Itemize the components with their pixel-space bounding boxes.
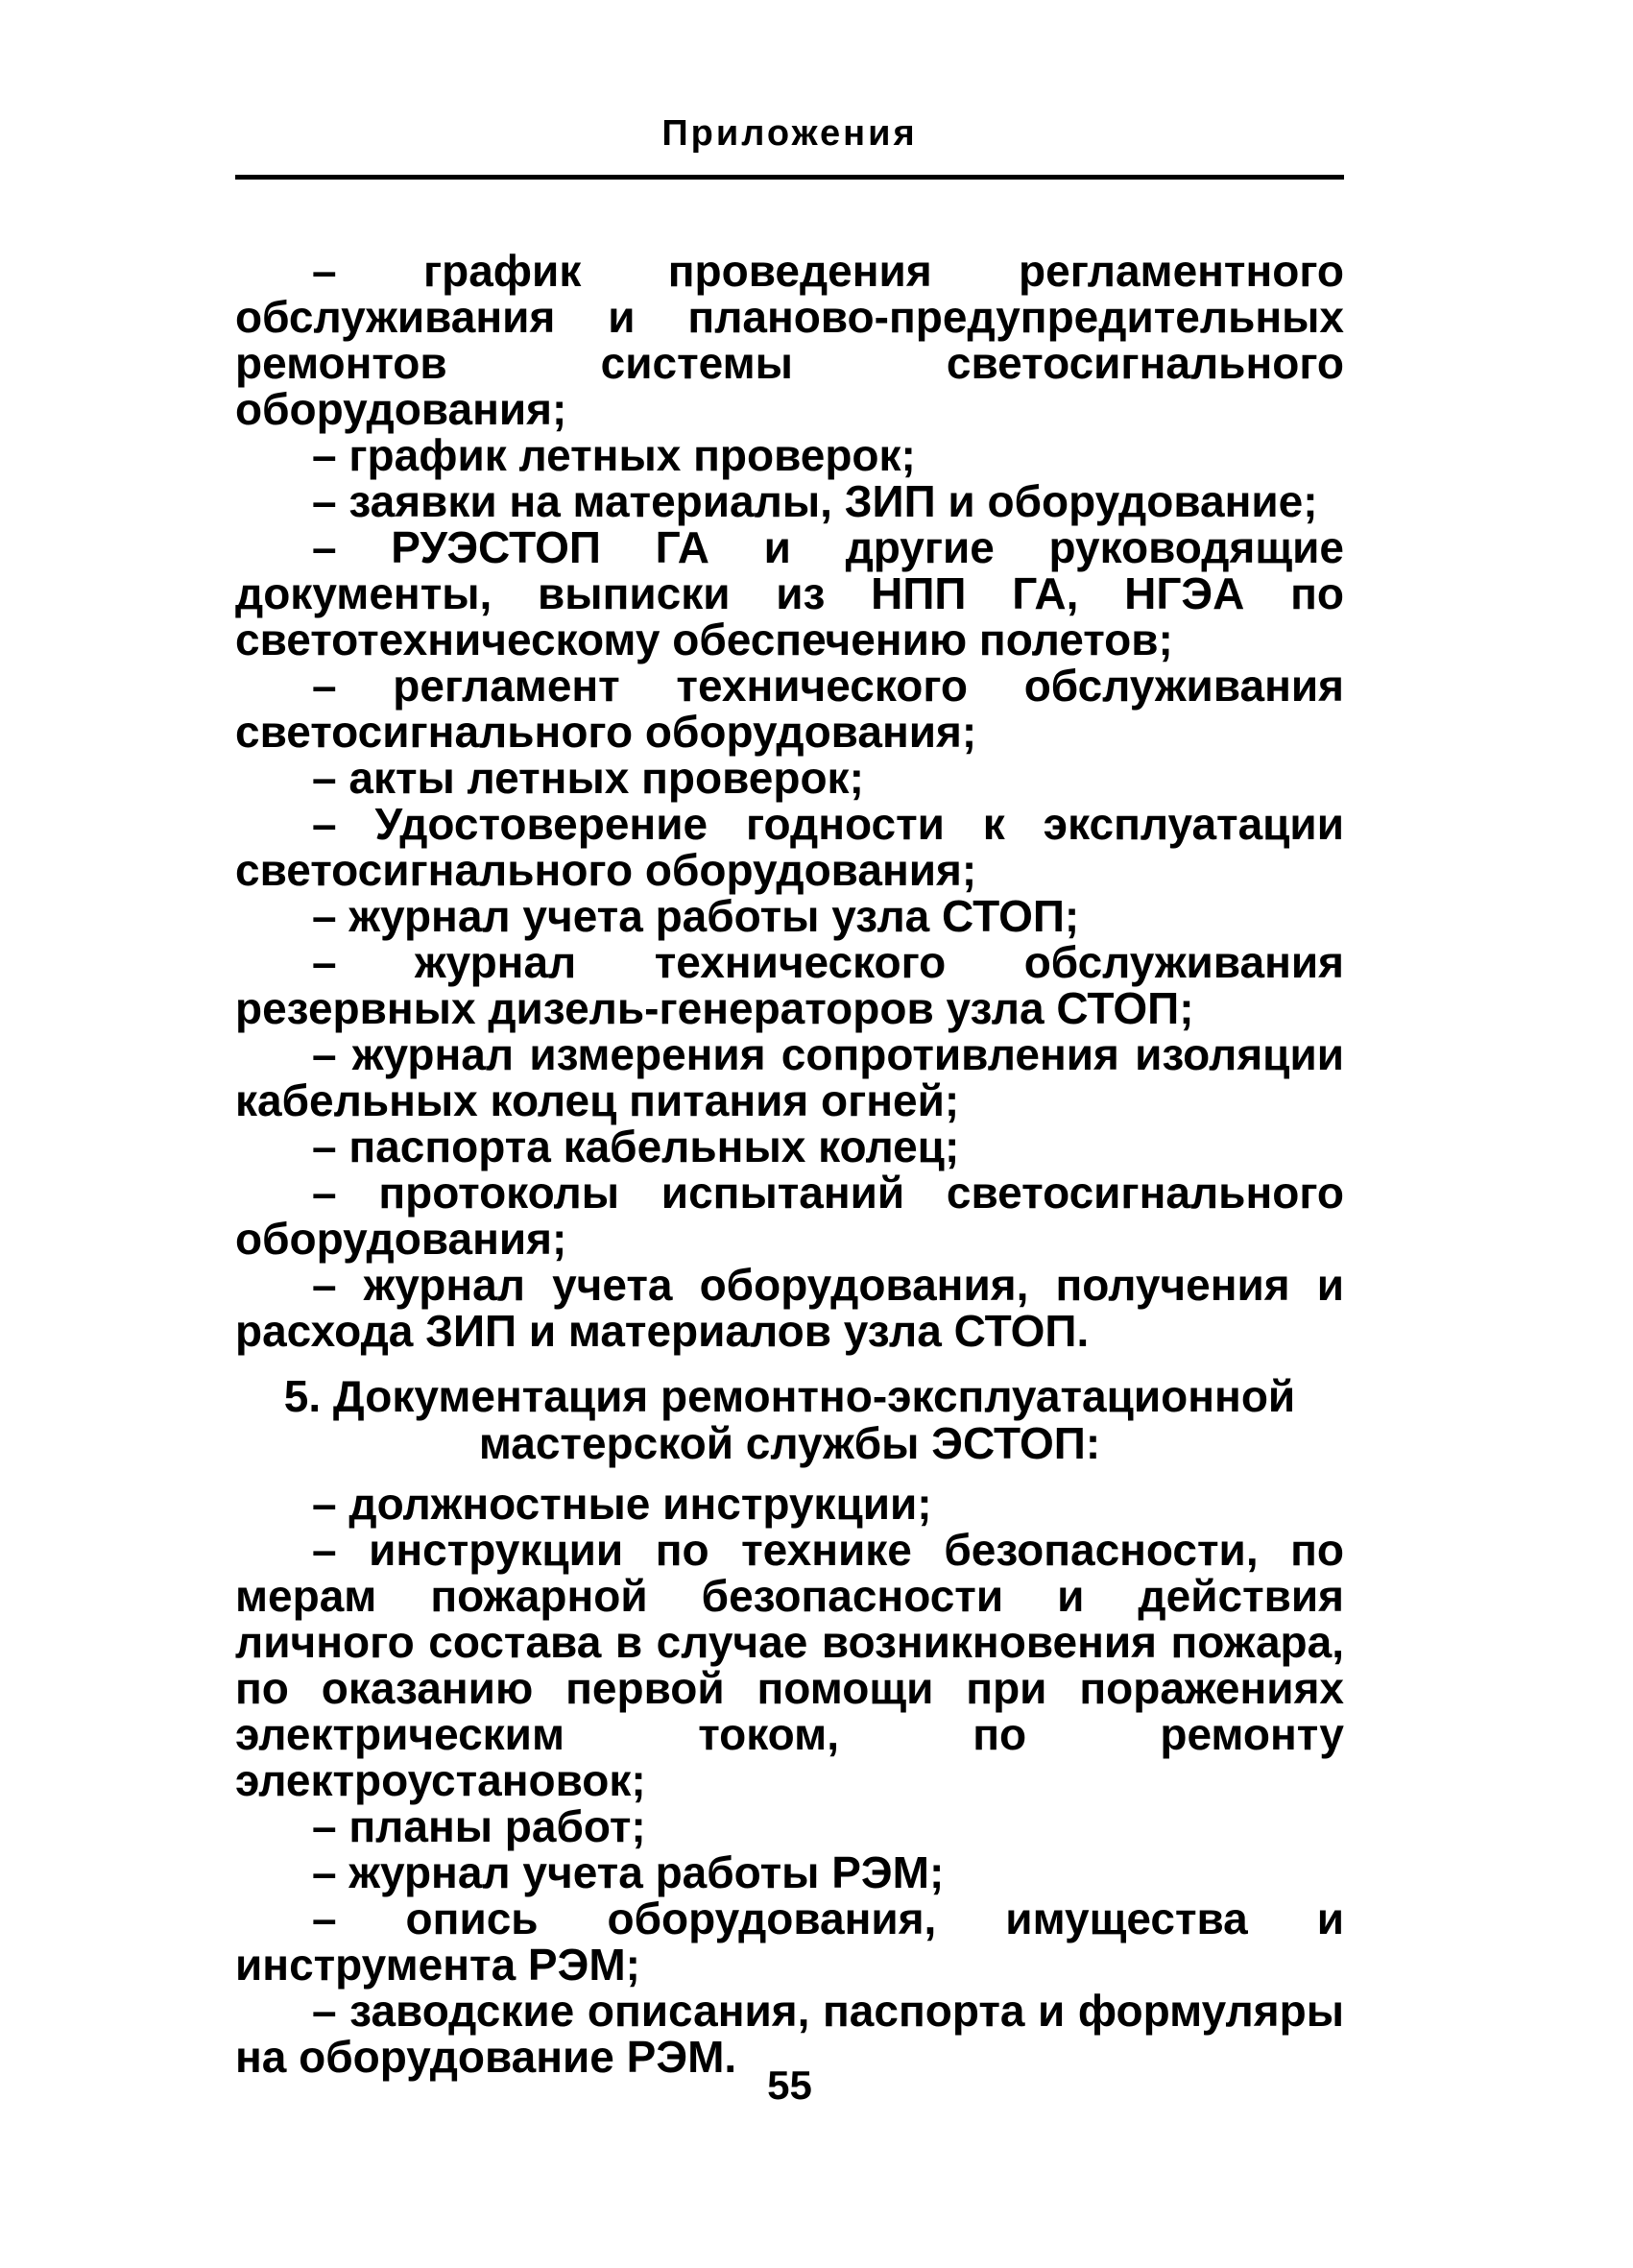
running-head: Приложения [661, 113, 918, 154]
list-item: – график летных проверок; [312, 430, 916, 480]
documentation-list-two [235, 1481, 1344, 2080]
list-item: – паспорта кабельных колец; [312, 1122, 960, 1171]
list-item: – Удостоверение годности к эксплуатации светосигнального оборудования; [235, 799, 1344, 895]
body-text [235, 248, 1344, 2080]
list-item: – регламент технического обслуживания светосигнального оборудования; [235, 661, 1344, 757]
list-item: – инструкции по технике безопасности, по мерам пожарной безопасности и действия личного состава в случае возникновения пожара, по оказанию первой помощи при поражениях электрическим током, по ремонту электроустановок; [235, 1525, 1344, 1805]
document-page [235, 0, 1344, 2268]
list-item: – журнал технического обслуживания резервных дизель-генераторов узла СТОП; [235, 937, 1344, 1033]
section-heading [235, 1373, 1344, 1467]
list-item: – должностные инструкции; [312, 1479, 932, 1529]
list-item: – заявки на материалы, ЗИП и оборудование; [312, 476, 1318, 526]
list-item: – РУЭСТОП ГА и другие руководящие документы, выписки из НПП ГА, НГЭА по светотехническому обеспечению полетов; [235, 522, 1344, 664]
list-item: – планы работ; [312, 1801, 646, 1851]
list-item: – журнал измерения сопротивления изоляции кабельных колец питания огней; [235, 1029, 1344, 1125]
list-item: – журнал учета работы узла СТОП; [312, 891, 1080, 941]
list-item: – опись оборудования, имущества и инструмента РЭМ; [235, 1894, 1344, 1990]
header-rule [235, 175, 1344, 180]
documentation-list-one [235, 248, 1344, 1354]
list-item: – акты летных проверок; [312, 753, 864, 803]
list-item: – журнал учета работы РЭМ; [312, 1847, 945, 1897]
list-item: – протоколы испытаний светосигнального оборудования; [235, 1168, 1344, 1264]
list-item: – заводские описания, паспорта и формуляры на оборудование РЭМ. [235, 1986, 1344, 2082]
list-item: – журнал учета оборудования, получения и расхода ЗИП и материалов узла СТОП. [235, 1260, 1344, 1356]
list-item: – график проведения регламентного обслуживания и планово-предупредительных ремонтов системы светосигнального оборудования; [235, 246, 1344, 434]
page-number: 55 [767, 2063, 812, 2108]
section-heading-line-1: 5. Документация ремонтно-эксплуатационной [283, 1371, 1296, 1421]
section-heading-line-2: мастерской службы ЭСТОП: [478, 1418, 1101, 1468]
